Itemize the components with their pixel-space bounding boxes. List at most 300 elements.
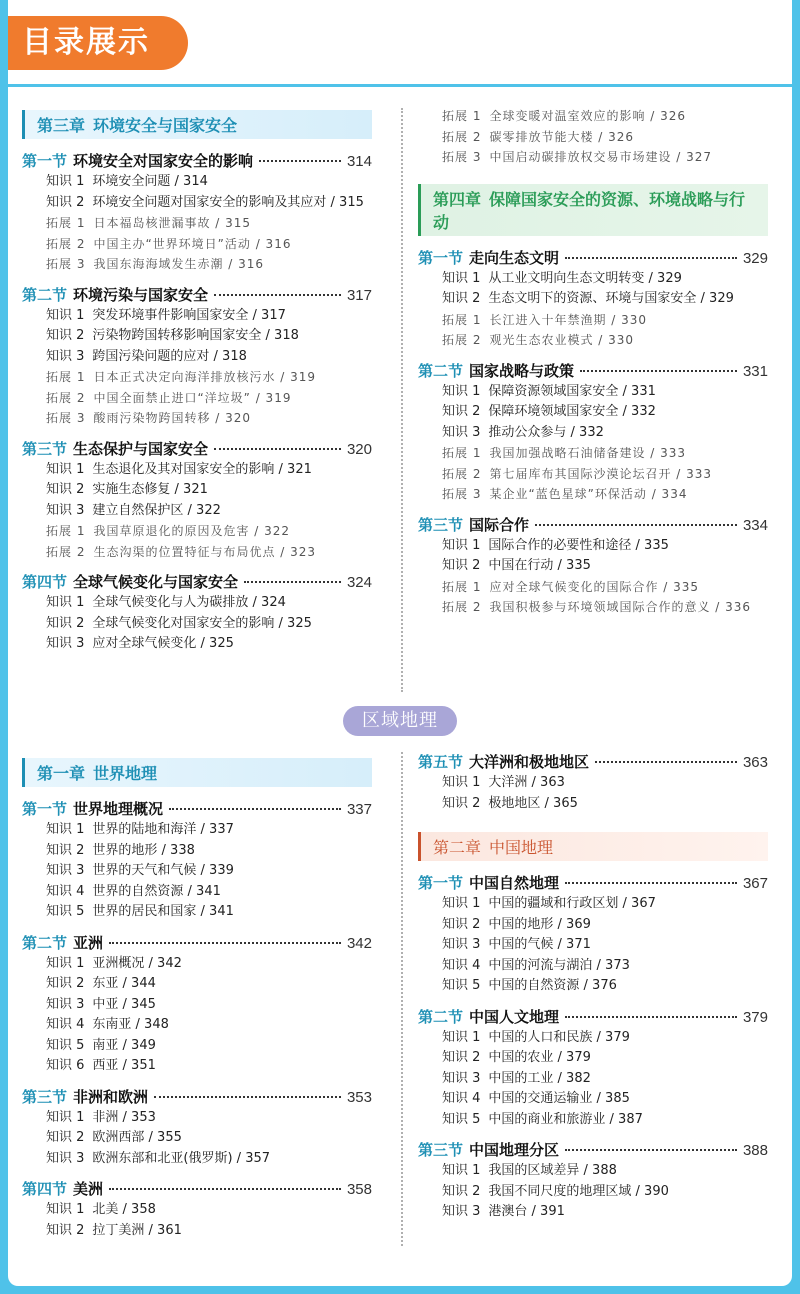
entry-text: 生态沟渠的位置特征与布局优点 / 323 bbox=[93, 544, 317, 559]
knowledge-entry[interactable] bbox=[46, 501, 372, 522]
knowledge-entry[interactable] bbox=[46, 882, 372, 903]
entry-tag: 知识 1 bbox=[442, 1029, 481, 1045]
entry-text: 亚洲概况 / 342 bbox=[92, 955, 182, 971]
chapter-heading[interactable] bbox=[418, 832, 768, 861]
knowledge-entry[interactable] bbox=[46, 1108, 372, 1129]
entry-text: 中国主办“世界环境日”活动 / 316 bbox=[93, 236, 292, 251]
page-number: 329 bbox=[742, 249, 768, 267]
entry-list bbox=[46, 593, 372, 655]
carryover-sections bbox=[418, 752, 768, 814]
knowledge-entry[interactable] bbox=[442, 794, 768, 815]
extension-entry[interactable] bbox=[46, 367, 372, 388]
chapter-title: 保障国家安全的资源、环境战略与行动 bbox=[433, 189, 746, 232]
entry-tag: 知识 3 bbox=[442, 424, 481, 440]
section-title: 非洲和欧洲 bbox=[73, 1087, 149, 1106]
section-number: 第二节 bbox=[22, 933, 68, 952]
section-heading[interactable] bbox=[22, 1087, 372, 1108]
entry-text: 日本福岛核泄漏事故 / 315 bbox=[93, 216, 252, 230]
leader-dots bbox=[169, 808, 341, 810]
entry-tag: 拓展 2 bbox=[46, 236, 86, 251]
knowledge-entry[interactable] bbox=[46, 1056, 372, 1077]
entry-tag: 拓展 3 bbox=[442, 487, 482, 501]
extension-entry[interactable] bbox=[442, 597, 768, 618]
knowledge-entry[interactable] bbox=[46, 861, 372, 882]
section-number: 第一节 bbox=[418, 874, 464, 892]
knowledge-entry[interactable] bbox=[46, 1128, 372, 1149]
column-divider bbox=[401, 108, 403, 692]
section-number: 第三节 bbox=[22, 439, 68, 458]
entry-tag: 知识 3 bbox=[46, 1150, 85, 1166]
entry-text: 大洋洲 / 363 bbox=[488, 775, 565, 790]
entry-tag: 知识 5 bbox=[46, 1037, 85, 1053]
section-heading[interactable] bbox=[22, 285, 372, 306]
knowledge-entry[interactable] bbox=[46, 306, 372, 327]
section-badge: 区域地理 bbox=[343, 706, 457, 736]
entry-tag: 拓展 1 bbox=[442, 109, 482, 123]
knowledge-entry[interactable] bbox=[46, 1149, 372, 1170]
entry-tag: 知识 2 bbox=[46, 842, 85, 858]
entry-text: 实施生态修复 / 321 bbox=[92, 482, 208, 497]
chapter-number: 第二章 bbox=[433, 838, 482, 857]
entry-list bbox=[46, 954, 372, 1077]
knowledge-entry[interactable] bbox=[442, 1110, 768, 1131]
entry-text: 中国的自然资源 / 376 bbox=[488, 978, 617, 993]
page-number: 334 bbox=[742, 516, 768, 534]
leader-dots bbox=[565, 257, 737, 259]
entry-tag: 拓展 1 bbox=[46, 370, 86, 384]
entry-text: 保障环境领域国家安全 / 332 bbox=[488, 404, 656, 419]
entry-tag: 知识 4 bbox=[442, 1091, 481, 1106]
entry-text: 污染物跨国转移影响国家安全 / 318 bbox=[92, 328, 299, 343]
knowledge-entry[interactable] bbox=[46, 841, 372, 862]
entry-tag: 知识 2 bbox=[442, 404, 481, 419]
entry-tag: 知识 2 bbox=[442, 1183, 481, 1199]
section-title: 中国人文地理 bbox=[469, 1007, 560, 1026]
extension-entry[interactable] bbox=[46, 254, 372, 275]
section-title: 国家战略与政策 bbox=[469, 361, 575, 380]
leader-dots bbox=[565, 1149, 737, 1151]
entry-text: 全球气候变化与人为碳排放 / 324 bbox=[92, 595, 286, 610]
section-number: 第三节 bbox=[418, 515, 464, 534]
knowledge-entry[interactable] bbox=[442, 1202, 768, 1223]
entry-tag: 知识 1 bbox=[442, 896, 481, 911]
page-number: 388 bbox=[742, 1142, 768, 1159]
extension-entry[interactable] bbox=[46, 234, 372, 255]
section-number: 第四节 bbox=[22, 1180, 68, 1198]
entry-tag: 知识 1 bbox=[442, 383, 481, 399]
entry-tag: 知识 5 bbox=[442, 1111, 481, 1127]
section-heading[interactable] bbox=[22, 799, 372, 820]
entry-tag: 知识 1 bbox=[46, 1109, 85, 1125]
entry-text: 中国在行动 / 335 bbox=[488, 558, 591, 573]
entry-list bbox=[442, 1028, 768, 1131]
knowledge-entry[interactable] bbox=[46, 614, 372, 635]
entry-tag: 知识 2 bbox=[46, 1130, 85, 1145]
entry-list bbox=[442, 382, 768, 505]
entry-tag: 知识 2 bbox=[46, 328, 85, 343]
entry-tag: 知识 3 bbox=[46, 348, 85, 364]
entry-tag: 知识 1 bbox=[442, 775, 481, 790]
entry-text: 港澳台 / 391 bbox=[488, 1204, 565, 1219]
entry-tag: 知识 1 bbox=[46, 822, 85, 837]
entry-tag: 拓展 1 bbox=[46, 216, 86, 230]
entry-tag: 知识 3 bbox=[46, 996, 85, 1012]
section-heading[interactable] bbox=[418, 873, 768, 894]
section-heading[interactable] bbox=[418, 1007, 768, 1028]
section-heading[interactable] bbox=[22, 933, 372, 954]
entry-text: 应对全球气候变化 / 325 bbox=[92, 636, 234, 651]
entry-text: 南亚 / 349 bbox=[92, 1037, 156, 1053]
extension-entry[interactable] bbox=[442, 106, 768, 127]
knowledge-entry[interactable] bbox=[442, 1182, 768, 1203]
entry-tag: 拓展 2 bbox=[442, 129, 482, 144]
toc-column-right-1 bbox=[418, 106, 768, 618]
section-number: 第二节 bbox=[418, 1007, 464, 1026]
knowledge-entry[interactable] bbox=[46, 326, 372, 347]
section-heading[interactable] bbox=[418, 515, 768, 536]
knowledge-entry[interactable] bbox=[442, 935, 768, 956]
entry-text: 全球变暖对温室效应的影响 / 326 bbox=[489, 109, 687, 123]
section-heading[interactable] bbox=[22, 151, 372, 172]
section-title: 环境污染与国家安全 bbox=[73, 285, 209, 304]
chapter-title: 世界地理 bbox=[93, 764, 158, 783]
chapter-number: 第三章 bbox=[37, 116, 86, 135]
leader-dots bbox=[535, 524, 737, 526]
page-number: 363 bbox=[742, 754, 768, 771]
entry-text: 欧洲东部和北亚(俄罗斯) / 357 bbox=[92, 1150, 271, 1166]
entry-text: 中国的交通运输业 / 385 bbox=[488, 1091, 630, 1106]
extension-entry[interactable] bbox=[442, 127, 768, 148]
entry-text: 环境安全问题对国家安全的影响及其应对 / 315 bbox=[92, 194, 364, 210]
page-number: 379 bbox=[742, 1008, 768, 1026]
entry-text: 我国积极参与环境领域国际合作的意义 / 336 bbox=[489, 600, 752, 614]
leader-dots bbox=[259, 160, 341, 162]
entry-list bbox=[46, 172, 372, 275]
extension-entry[interactable] bbox=[442, 443, 768, 464]
entry-text: 我国加强战略石油储备建设 / 333 bbox=[489, 446, 687, 460]
entry-list bbox=[442, 894, 768, 997]
entry-list bbox=[442, 1161, 768, 1223]
page-number: 314 bbox=[346, 153, 372, 170]
entry-text: 酸雨污染物跨国转移 / 320 bbox=[93, 411, 252, 425]
entry-tag: 知识 4 bbox=[46, 1017, 85, 1032]
entry-text: 碳零排放节能大楼 / 326 bbox=[489, 129, 635, 144]
section-title: 国际合作 bbox=[469, 515, 530, 534]
section-heading[interactable] bbox=[418, 1140, 768, 1161]
page-number: 320 bbox=[346, 440, 372, 458]
entry-tag: 知识 6 bbox=[46, 1058, 85, 1073]
extension-entry[interactable] bbox=[442, 330, 768, 351]
entry-text: 日本正式决定向海洋排放核污水 / 319 bbox=[93, 370, 317, 384]
knowledge-entry[interactable] bbox=[46, 1221, 372, 1242]
entry-text: 世界的居民和国家 / 341 bbox=[92, 904, 234, 919]
entry-text: 欧洲西部 / 355 bbox=[92, 1130, 182, 1145]
chapter-heading[interactable] bbox=[418, 184, 768, 236]
entry-tag: 知识 4 bbox=[46, 883, 85, 899]
entry-tag: 知识 3 bbox=[442, 1204, 481, 1219]
entry-tag: 拓展 2 bbox=[442, 466, 482, 481]
knowledge-entry[interactable] bbox=[442, 423, 768, 444]
leader-dots bbox=[244, 581, 341, 583]
column-divider bbox=[401, 752, 403, 1246]
entry-text: 观光生态农业模式 / 330 bbox=[489, 333, 635, 347]
knowledge-entry[interactable] bbox=[46, 1036, 372, 1057]
entry-list bbox=[442, 106, 768, 168]
chapter-heading[interactable] bbox=[22, 110, 372, 139]
knowledge-entry[interactable] bbox=[46, 172, 372, 193]
section-number: 第四节 bbox=[22, 573, 68, 591]
entry-text: 全球气候变化对国家安全的影响 / 325 bbox=[92, 615, 312, 631]
entry-text: 国际合作的必要性和途径 / 335 bbox=[488, 537, 669, 553]
extension-entry[interactable] bbox=[46, 542, 372, 563]
extension-entry[interactable] bbox=[46, 408, 372, 429]
knowledge-entry[interactable] bbox=[442, 894, 768, 915]
entry-tag: 拓展 2 bbox=[442, 333, 482, 347]
toc-column-left-1 bbox=[22, 110, 372, 655]
entry-tag: 知识 3 bbox=[46, 636, 85, 651]
entry-tag: 知识 1 bbox=[46, 174, 85, 189]
entry-text: 跨国污染问题的应对 / 318 bbox=[92, 348, 247, 364]
entry-tag: 拓展 2 bbox=[46, 390, 86, 405]
entry-tag: 知识 1 bbox=[442, 270, 481, 286]
entry-tag: 知识 1 bbox=[442, 1163, 481, 1178]
section-heading[interactable] bbox=[418, 361, 768, 382]
entry-text: 中国的疆域和行政区划 / 367 bbox=[488, 896, 656, 911]
entry-tag: 知识 3 bbox=[442, 937, 481, 952]
knowledge-entry[interactable] bbox=[442, 556, 768, 577]
toc-column-right-2 bbox=[418, 752, 768, 1223]
entry-tag: 知识 1 bbox=[442, 537, 481, 553]
entry-text: 中国的商业和旅游业 / 387 bbox=[488, 1111, 643, 1127]
entry-text: 第七届库布其国际沙漠论坛召开 / 333 bbox=[489, 466, 713, 481]
entry-tag: 拓展 3 bbox=[46, 411, 86, 425]
chapter-title: 环境安全与国家安全 bbox=[93, 116, 238, 135]
knowledge-entry[interactable] bbox=[46, 1015, 372, 1036]
entry-tag: 知识 2 bbox=[442, 558, 481, 573]
entry-text: 中国的河流与湖泊 / 373 bbox=[488, 957, 630, 973]
leader-dots bbox=[154, 1096, 341, 1098]
entry-tag: 拓展 1 bbox=[442, 312, 482, 327]
knowledge-entry[interactable] bbox=[442, 1028, 768, 1049]
entry-tag: 知识 1 bbox=[46, 955, 85, 971]
knowledge-entry[interactable] bbox=[46, 1200, 372, 1221]
section-number: 第一节 bbox=[418, 248, 464, 267]
entry-text: 世界的自然资源 / 341 bbox=[92, 883, 221, 899]
extension-entry[interactable] bbox=[442, 484, 768, 505]
entry-text: 建立自然保护区 / 322 bbox=[92, 502, 221, 518]
section-number: 第二节 bbox=[22, 285, 68, 304]
entry-text: 极地地区 / 365 bbox=[488, 795, 578, 811]
extension-entry[interactable] bbox=[46, 521, 372, 542]
section-number: 第一节 bbox=[22, 152, 68, 170]
section-heading[interactable] bbox=[22, 1179, 372, 1200]
entry-text: 中国的人口和民族 / 379 bbox=[488, 1029, 630, 1045]
extension-entry[interactable] bbox=[46, 213, 372, 234]
entry-tag: 知识 2 bbox=[46, 1222, 85, 1238]
section-title: 大洋洲和极地地区 bbox=[469, 753, 590, 771]
page-number: 353 bbox=[346, 1088, 372, 1106]
entry-text: 突发环境事件影响国家安全 / 317 bbox=[92, 307, 286, 323]
entry-text: 西亚 / 351 bbox=[92, 1058, 156, 1073]
entry-text: 推动公众参与 / 332 bbox=[488, 424, 604, 440]
knowledge-entry[interactable] bbox=[46, 820, 372, 841]
entry-tag: 知识 2 bbox=[442, 291, 481, 306]
knowledge-entry[interactable] bbox=[442, 915, 768, 936]
chapter-number: 第一章 bbox=[37, 764, 86, 783]
entry-text: 世界的地形 / 338 bbox=[92, 842, 195, 858]
entry-text: 我国的区域差异 / 388 bbox=[488, 1163, 617, 1178]
entry-tag: 拓展 2 bbox=[46, 544, 86, 559]
entry-tag: 知识 1 bbox=[46, 595, 85, 610]
entry-tag: 知识 2 bbox=[442, 916, 481, 932]
section-heading[interactable] bbox=[418, 752, 768, 773]
chapter-title: 中国地理 bbox=[489, 838, 554, 857]
section-title: 生态保护与国家安全 bbox=[73, 439, 209, 458]
knowledge-entry[interactable] bbox=[442, 382, 768, 403]
entry-tag: 知识 2 bbox=[46, 194, 85, 210]
page-number: 331 bbox=[742, 362, 768, 380]
section-title: 走向生态文明 bbox=[469, 248, 560, 267]
entry-text: 我国不同尺度的地理区域 / 390 bbox=[488, 1183, 669, 1199]
entry-tag: 知识 3 bbox=[442, 1070, 481, 1086]
entry-text: 世界的陆地和海洋 / 337 bbox=[92, 822, 234, 837]
page-number: 324 bbox=[346, 574, 372, 591]
knowledge-entry[interactable] bbox=[46, 954, 372, 975]
section-number: 第三节 bbox=[22, 1087, 68, 1106]
entry-list bbox=[442, 773, 768, 814]
page-title: 目录展示 bbox=[8, 16, 188, 70]
section-title: 中国地理分区 bbox=[469, 1141, 560, 1159]
knowledge-entry[interactable] bbox=[442, 1089, 768, 1110]
entry-tag: 知识 2 bbox=[46, 976, 85, 991]
entry-text: 非洲 / 353 bbox=[92, 1109, 156, 1125]
entry-tag: 知识 3 bbox=[46, 502, 85, 518]
entry-text: 中国的气候 / 371 bbox=[488, 937, 591, 952]
knowledge-entry[interactable] bbox=[442, 289, 768, 310]
entry-tag: 知识 4 bbox=[442, 957, 481, 973]
entry-list bbox=[46, 306, 372, 429]
knowledge-entry[interactable] bbox=[46, 347, 372, 368]
section-title: 全球气候变化与国家安全 bbox=[73, 573, 239, 591]
knowledge-entry[interactable] bbox=[442, 976, 768, 997]
page-number: 342 bbox=[346, 934, 372, 952]
extension-entry[interactable] bbox=[442, 464, 768, 485]
entry-text: 中国全面禁止进口“洋垃圾” / 319 bbox=[93, 390, 292, 405]
entry-text: 从工业文明向生态文明转变 / 329 bbox=[488, 270, 682, 286]
section-number: 第五节 bbox=[418, 753, 464, 771]
entry-text: 某企业“蓝色星球”环保活动 / 334 bbox=[489, 487, 688, 501]
leader-dots bbox=[595, 761, 737, 763]
knowledge-entry[interactable] bbox=[442, 536, 768, 557]
entry-tag: 知识 2 bbox=[46, 615, 85, 631]
knowledge-entry[interactable] bbox=[442, 269, 768, 290]
page-number: 367 bbox=[742, 875, 768, 892]
section-heading[interactable] bbox=[418, 248, 768, 269]
page-number: 337 bbox=[346, 801, 372, 818]
knowledge-entry[interactable] bbox=[46, 995, 372, 1016]
leader-dots bbox=[109, 1188, 341, 1190]
entry-tag: 知识 1 bbox=[46, 1202, 85, 1217]
entry-tag: 拓展 1 bbox=[46, 524, 86, 538]
entry-tag: 拓展 2 bbox=[442, 600, 482, 614]
entry-text: 中国的工业 / 382 bbox=[488, 1070, 591, 1086]
page-number: 317 bbox=[346, 286, 372, 304]
knowledge-entry[interactable] bbox=[46, 480, 372, 501]
leader-dots bbox=[565, 882, 737, 884]
entry-text: 中国的地形 / 369 bbox=[488, 916, 591, 932]
knowledge-entry[interactable] bbox=[442, 956, 768, 977]
knowledge-entry[interactable] bbox=[442, 773, 768, 794]
entry-list bbox=[442, 269, 768, 351]
section-heading[interactable] bbox=[22, 439, 372, 460]
knowledge-entry[interactable] bbox=[46, 902, 372, 923]
knowledge-entry[interactable] bbox=[442, 1048, 768, 1069]
entry-list bbox=[442, 536, 768, 618]
entry-tag: 知识 1 bbox=[46, 307, 85, 323]
entry-text: 我国东海海域发生赤潮 / 316 bbox=[93, 257, 265, 271]
section-number: 第三节 bbox=[418, 1141, 464, 1159]
entry-tag: 知识 3 bbox=[46, 863, 85, 878]
entry-list bbox=[46, 460, 372, 563]
extension-entry[interactable] bbox=[442, 147, 768, 168]
extension-entry[interactable] bbox=[46, 388, 372, 409]
entry-tag: 知识 5 bbox=[442, 978, 481, 993]
leader-dots bbox=[565, 1016, 737, 1018]
section-heading[interactable] bbox=[22, 572, 372, 593]
entry-text: 环境安全问题 / 314 bbox=[92, 174, 208, 189]
entry-text: 长江进入十年禁渔期 / 330 bbox=[489, 312, 648, 327]
section-title: 中国自然地理 bbox=[469, 874, 560, 892]
entry-list bbox=[46, 820, 372, 923]
extension-entry[interactable] bbox=[442, 310, 768, 331]
section-number: 第二节 bbox=[418, 361, 464, 380]
entry-text: 拉丁美洲 / 361 bbox=[92, 1222, 182, 1238]
entry-list bbox=[46, 1200, 372, 1241]
entry-tag: 知识 2 bbox=[442, 1050, 481, 1065]
entry-text: 我国草原退化的原因及危害 / 322 bbox=[93, 524, 291, 538]
leader-dots bbox=[580, 370, 737, 372]
section-title: 亚洲 bbox=[73, 933, 104, 952]
entry-text: 北美 / 358 bbox=[92, 1202, 156, 1217]
header-divider bbox=[8, 84, 792, 87]
entry-list bbox=[46, 1108, 372, 1170]
extension-entry[interactable] bbox=[442, 577, 768, 598]
entry-tag: 知识 1 bbox=[46, 461, 85, 477]
entry-text: 东亚 / 344 bbox=[92, 976, 156, 991]
section-number: 第一节 bbox=[22, 800, 68, 818]
knowledge-entry[interactable] bbox=[46, 974, 372, 995]
page-number: 358 bbox=[346, 1181, 372, 1198]
entry-tag: 知识 2 bbox=[46, 482, 85, 497]
knowledge-entry[interactable] bbox=[46, 593, 372, 614]
entry-tag: 知识 5 bbox=[46, 904, 85, 919]
entry-tag: 拓展 3 bbox=[46, 257, 86, 271]
entry-text: 生态退化及其对国家安全的影响 / 321 bbox=[92, 461, 312, 477]
section-title: 世界地理概况 bbox=[73, 800, 164, 818]
knowledge-entry[interactable] bbox=[442, 1161, 768, 1182]
knowledge-entry[interactable] bbox=[46, 634, 372, 655]
entry-tag: 知识 2 bbox=[442, 795, 481, 811]
knowledge-entry[interactable] bbox=[442, 1069, 768, 1090]
entry-text: 世界的天气和气候 / 339 bbox=[92, 863, 234, 878]
entry-tag: 拓展 3 bbox=[442, 150, 482, 164]
section-title: 环境安全对国家安全的影响 bbox=[73, 152, 254, 170]
chapter-heading[interactable] bbox=[22, 758, 372, 787]
knowledge-entry[interactable] bbox=[46, 460, 372, 481]
knowledge-entry[interactable] bbox=[442, 402, 768, 423]
knowledge-entry[interactable] bbox=[46, 193, 372, 214]
entry-text: 中国启动碳排放权交易市场建设 / 327 bbox=[489, 150, 713, 164]
